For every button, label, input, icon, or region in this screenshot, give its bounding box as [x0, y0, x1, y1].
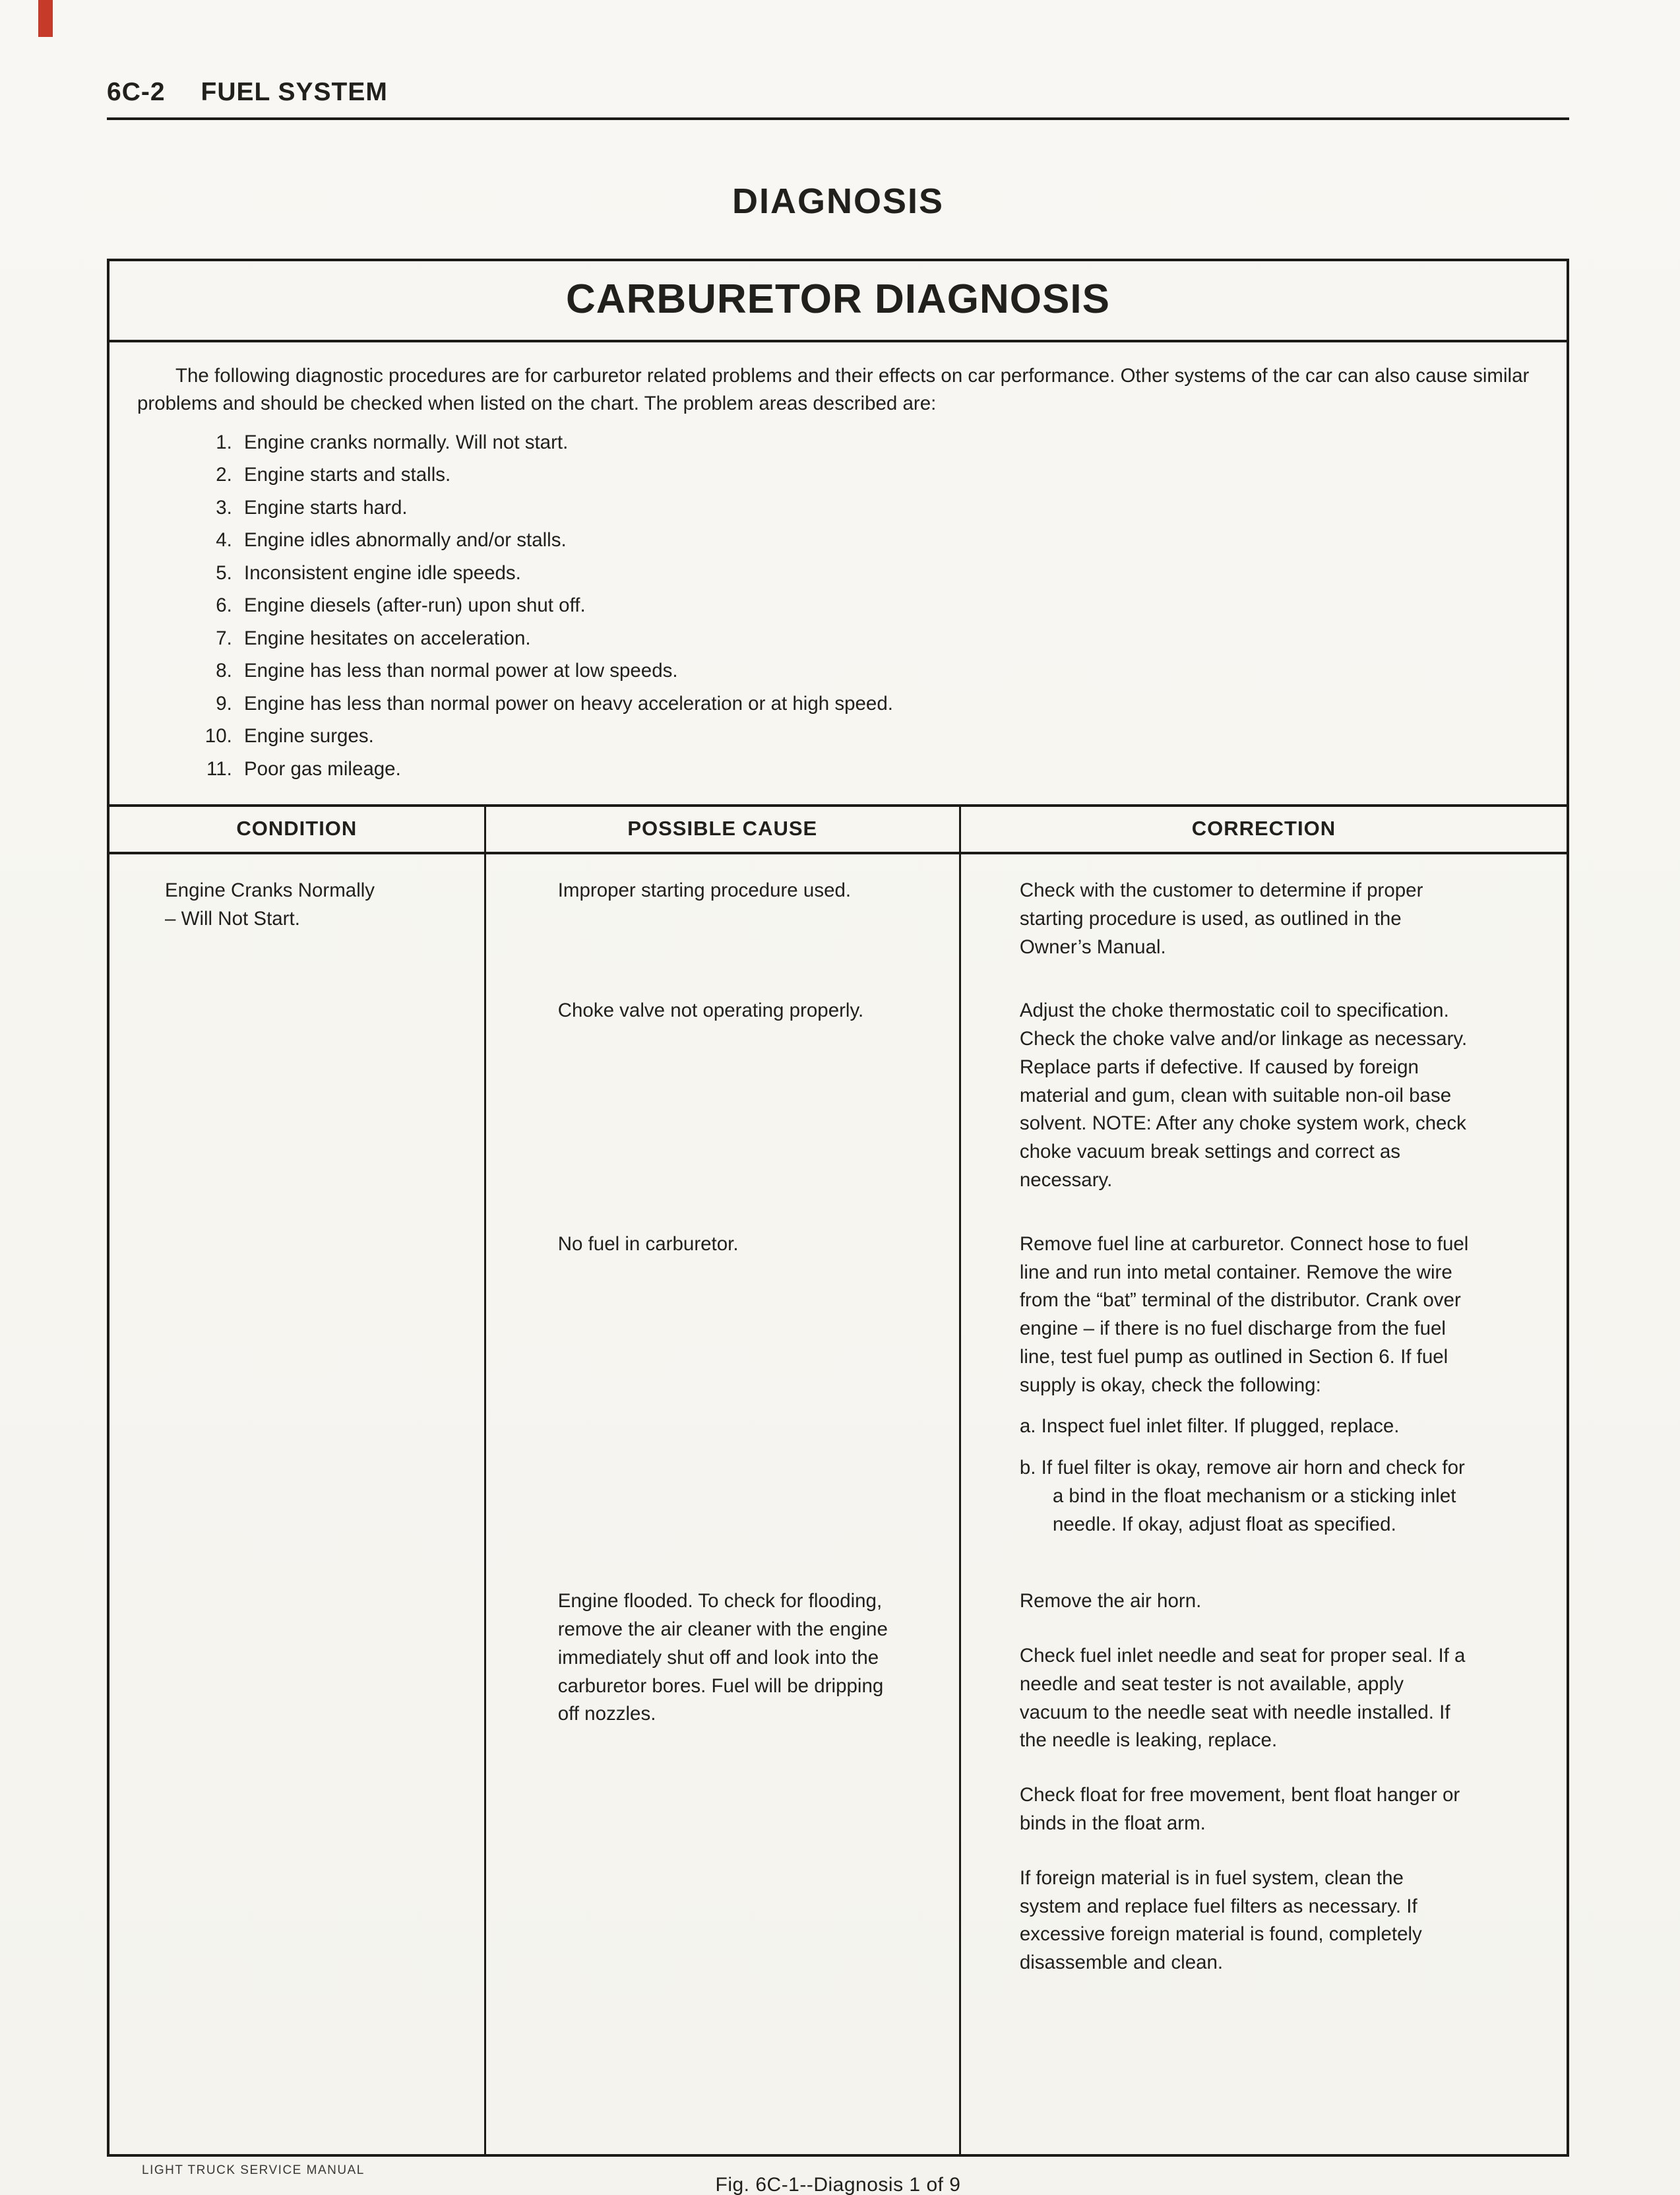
page-footer: LIGHT TRUCK SERVICE MANUAL — [142, 2163, 365, 2177]
page-header — [107, 78, 1569, 120]
cause-cell: Engine flooded. To check for flooding, remove the air cleaner with the engine immediately shut off and look into the carburetor bores. Fuel will be dripping off nozzles. — [557, 1590, 888, 1725]
correction-paragraph: Remove the air horn. — [1019, 1590, 1202, 1612]
condition-line: – Will Not Start. — [165, 907, 300, 930]
correction-paragraph: Remove fuel line at carburetor. Connect hose to fuel line and run into metal container. Remove the wire from the “bat” terminal of the distributor. Crank over engine – if there is no fuel discharge from the fuel line, test fuel pump as outlined in Section 6. If fuel supply is okay, check the following: — [1019, 1232, 1469, 1396]
correction-cell — [959, 877, 1567, 961]
cause-cell: No fuel in carburetor. — [557, 1232, 739, 1255]
column-divider — [959, 854, 961, 2154]
diagnosis-table — [109, 804, 1567, 2154]
problem-item: 3. Engine starts hard. — [237, 494, 1536, 522]
problem-item: 4. Engine idles abnormally and/or stalls. — [237, 526, 1536, 554]
section-code: 6C-2 — [107, 78, 166, 106]
intro-paragraph: The following diagnostic procedures are for carburetor related problems and their effects on car performance. Other systems of the car can also cause similar problems and should be checked when listed on the chart. The problem areas described are: — [137, 365, 1530, 415]
problem-list — [137, 429, 1536, 783]
correction-cell — [959, 997, 1567, 1194]
column-header-correction: CORRECTION — [959, 807, 1567, 852]
correction-paragraph: If foreign material is in fuel system, clean the system and replace fuel filters as necessary. If excessive foreign material is found, completely disassemble and clean. — [1019, 1866, 1422, 1974]
table-row — [109, 877, 1567, 961]
problem-item: 6. Engine diesels (after-run) upon shut off. — [237, 592, 1536, 620]
problem-item: 10. Engine surges. — [237, 722, 1536, 750]
condition-cell — [109, 877, 484, 934]
correction-cell — [959, 1230, 1567, 1552]
section-title: FUEL SYSTEM — [201, 78, 388, 106]
column-header-possible-cause: POSSIBLE CAUSE — [484, 807, 959, 852]
correction-cell — [959, 1587, 1567, 1977]
correction-paragraph: Check float for free movement, bent float hanger or binds in the float arm. — [1019, 1784, 1460, 1834]
correction-paragraph: Check fuel inlet needle and seat for proper seal. If a needle and seat tester is not available, apply vacuum to the needle seat with needle installed. If the needle is leaking, replace. — [1019, 1645, 1466, 1752]
page-title: DIAGNOSIS — [731, 181, 945, 221]
box-title: CARBURETOR DIAGNOSIS — [109, 261, 1567, 342]
table-body — [109, 854, 1567, 2154]
column-divider — [484, 854, 486, 2154]
scan-red-mark — [38, 0, 53, 37]
box-intro-section — [109, 342, 1567, 804]
problem-item: 8. Engine has less than normal power at low speeds. — [237, 657, 1536, 685]
problem-item: 7. Engine hesitates on acceleration. — [237, 625, 1536, 652]
table-row — [109, 1230, 1567, 1552]
carburetor-diagnosis-box — [107, 259, 1569, 2157]
correction-paragraph: Check with the customer to determine if proper starting procedure is used, as outlined in the Owner’s Manual. — [1019, 879, 1423, 958]
cause-cell: Improper starting procedure used. — [557, 879, 852, 902]
problem-item: 11. Poor gas mileage. — [237, 755, 1536, 783]
column-header-condition: CONDITION — [236, 817, 358, 841]
problem-item: 5. Inconsistent engine idle speeds. — [237, 559, 1536, 587]
problem-item: 9. Engine has less than normal power on heavy acceleration or at high speed. — [237, 690, 1536, 718]
correction-paragraph: Adjust the choke thermostatic coil to specification. Check the choke valve and/or linkage as necessary. Replace parts if defective. If caused by foreign material and gum, clean with suitable non-oil base solvent. NOTE: After any choke system work, check choke vacuum break settings and correct as necessary. — [1019, 1000, 1468, 1191]
table-row — [109, 1587, 1567, 1977]
problem-item: 1. Engine cranks normally. Will not start. — [237, 429, 1536, 457]
correction-subitem-b: b. If fuel filter is okay, remove air horn and check for a bind in the float mechanism or a sticking inlet needle. If okay, adjust float as specified. — [1019, 1457, 1465, 1535]
table-row — [109, 997, 1567, 1194]
correction-subitem-a: a. Inspect fuel inlet filter. If plugged, replace. — [1019, 1415, 1400, 1438]
problem-item: 2. Engine starts and stalls. — [237, 461, 1536, 489]
table-header-row — [109, 807, 1567, 854]
figure-caption: Fig. 6C-1--Diagnosis 1 of 9 — [715, 2174, 961, 2195]
condition-line: Engine Cranks Normally — [165, 879, 375, 902]
cause-cell: Choke valve not operating properly. — [557, 1000, 864, 1022]
